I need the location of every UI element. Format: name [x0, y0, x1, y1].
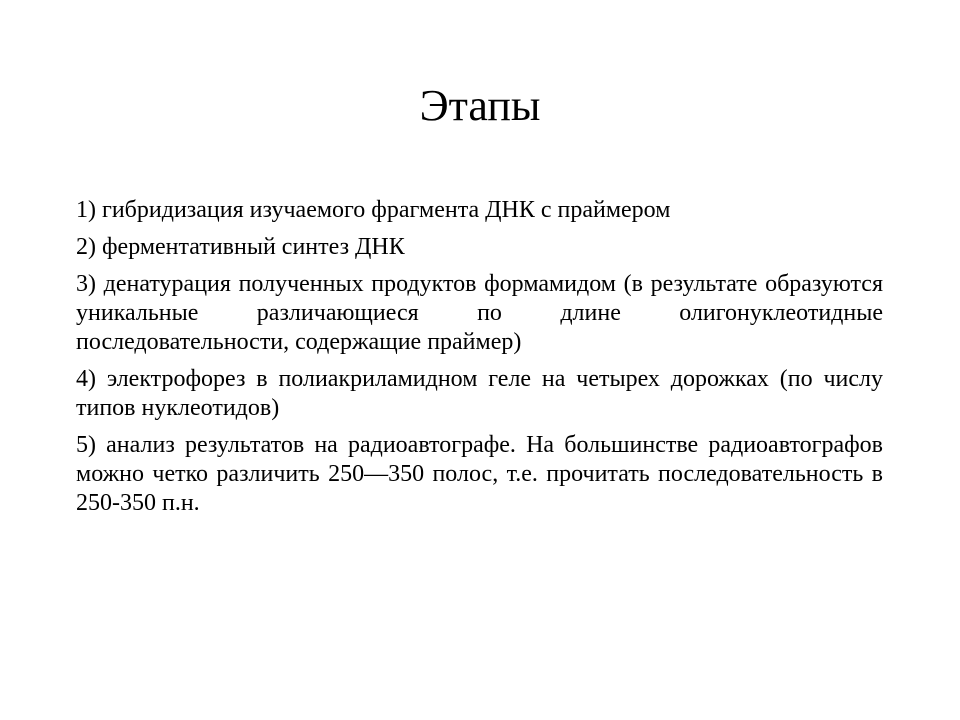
step-item-3: 3) денатурация полученных продуктов формамидом (в результате образуются уникальные различающиеся по длине олигонуклеотидные последовательности, содержащие праймер): [76, 271, 883, 355]
steps-list: [76, 196, 883, 526]
slide-title: Этапы: [419, 81, 541, 130]
step-item-1: 1) гибридизация изучаемого фрагмента ДНК с праймером: [76, 197, 671, 223]
step-item-2: 2) ферментативный синтез ДНК: [76, 234, 405, 260]
step-item-5: 5) анализ результатов на радиоавтографе. На большинстве радиоавтографов можно четко различить 250—350 полос, т.е. прочитать последовательность в 250-350 п.н.: [76, 432, 883, 516]
step-item-4: 4) электрофорез в полиакриламидном геле на четырех дорожках (по числу типов нуклеотидов): [76, 366, 883, 421]
